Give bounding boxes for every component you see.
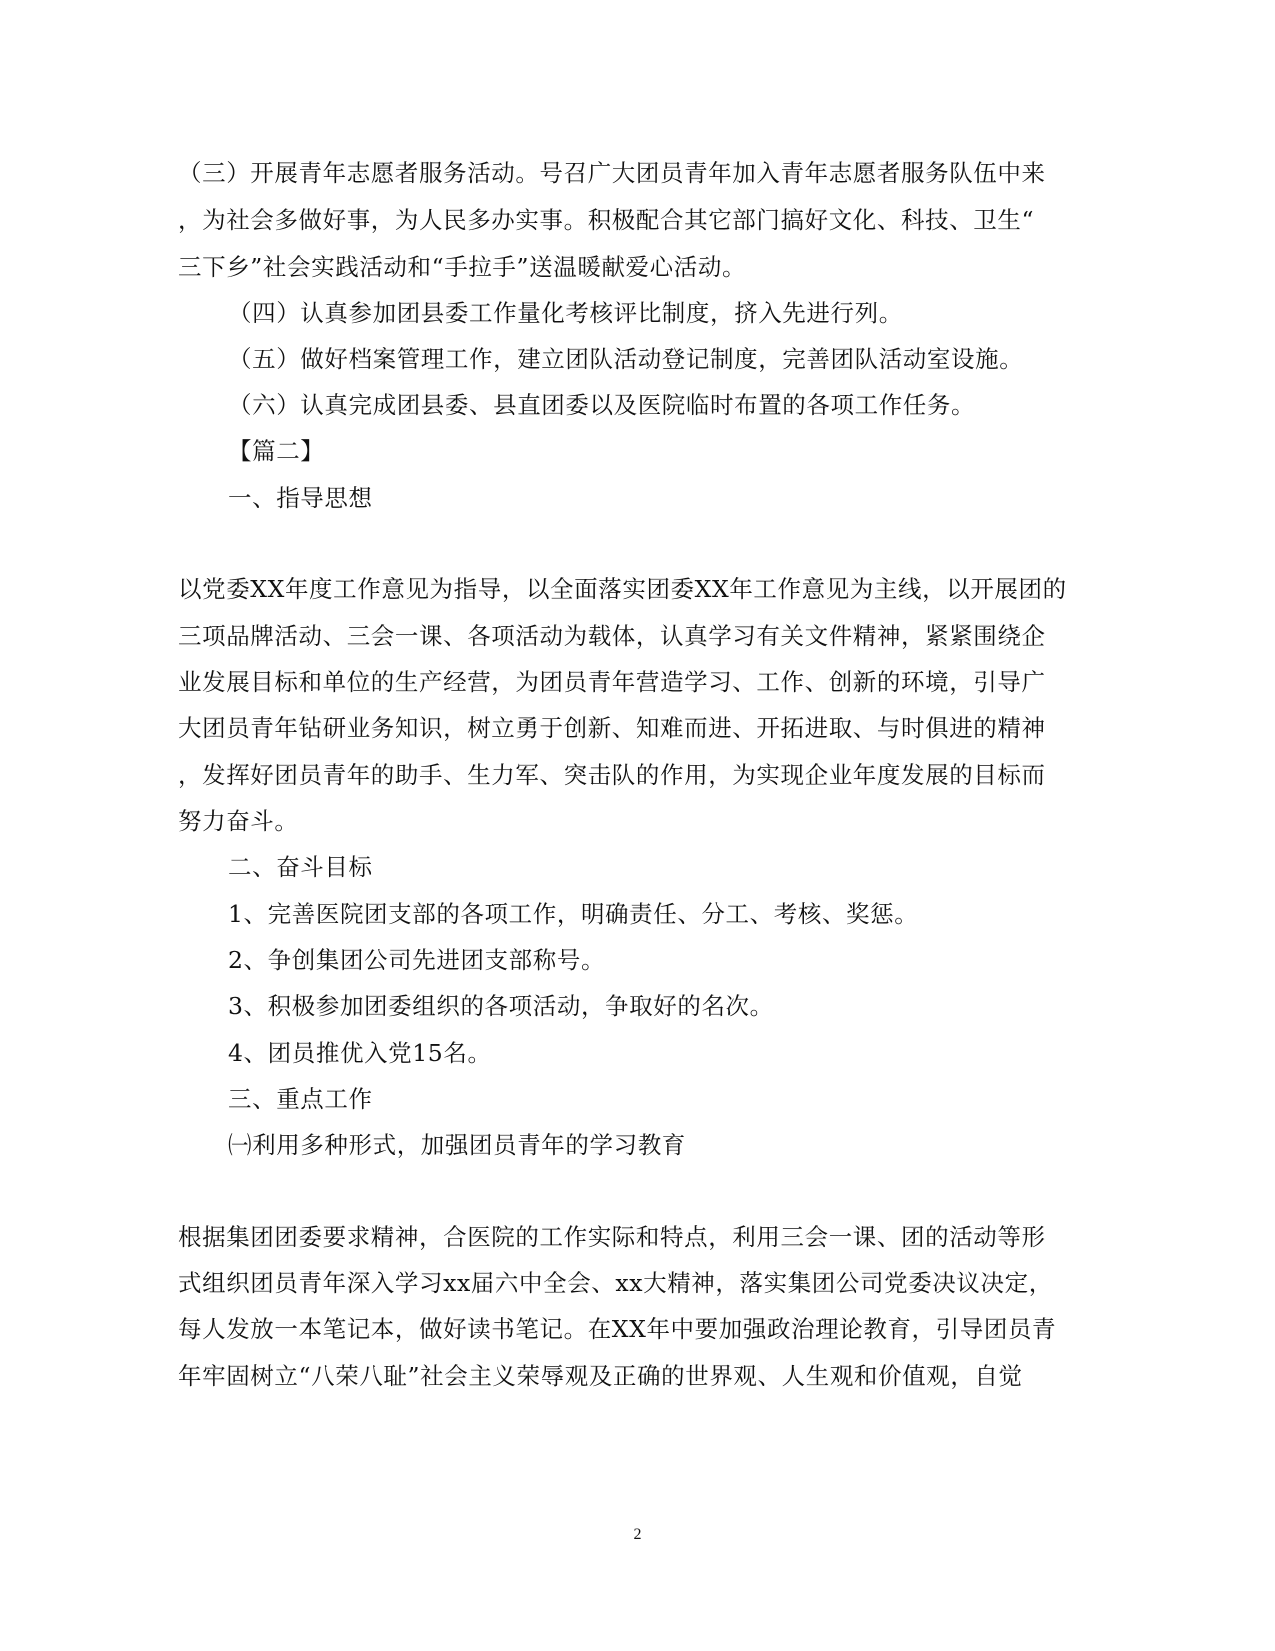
paragraph-line: 以党委XX年度工作意见为指导，以全面落实团委XX年工作意见为主线，以开展团的 <box>178 575 1067 603</box>
paragraph-line: 努力奋斗。 <box>178 807 299 835</box>
paragraph-line: （六）认真完成团县委、县直团委以及医院临时布置的各项工作任务。 <box>228 391 976 419</box>
paragraph-line: 每人发放一本笔记本，做好读书笔记。在XX年中要加强政治理论教育，引导团员青 <box>178 1315 1057 1343</box>
paragraph-line: （四）认真参加团县委工作量化考核评比制度，挤入先进行列。 <box>228 299 903 327</box>
paragraph-line: 大团员青年钻研业务知识，树立勇于创新、知难而进、开拓进取、与时俱进的精神 <box>178 714 1046 742</box>
section-heading: 【篇二】 <box>228 437 325 465</box>
paragraph-line: ，为社会多做好事，为人民多办实事。积极配合其它部门搞好文化、科技、卫生“ <box>178 206 1035 234</box>
section-heading: 一、指导思想 <box>228 484 373 512</box>
list-item: 2、争创集团公司先进团支部称号。 <box>228 946 606 974</box>
paragraph-line: 三下乡”社会实践活动和“手拉手”送温暖献爱心活动。 <box>178 253 747 281</box>
paragraph-line: 年牢固树立“八荣八耻”社会主义荣辱观及正确的世界观、人生观和价值观，自觉 <box>178 1362 1023 1390</box>
paragraph-line: 式组织团员青年深入学习xx届六中全会、xx大精神，落实集团公司党委决议决定， <box>178 1269 1053 1297</box>
paragraph-line: ，发挥好团员青年的助手、生力军、突击队的作用，为实现企业年度发展的目标而 <box>178 761 1046 789</box>
list-item: 1、完善医院团支部的各项工作，明确责任、分工、考核、奖惩。 <box>228 900 919 928</box>
subsection-heading: ㈠利用多种形式，加强团员青年的学习教育 <box>228 1131 686 1159</box>
paragraph-line: 三项品牌活动、三会一课、各项活动为载体，认真学习有关文件精神，紧紧围绕企 <box>178 622 1046 650</box>
paragraph-line: （五）做好档案管理工作，建立团队活动登记制度，完善团队活动室设施。 <box>228 345 1024 373</box>
list-item: 3、积极参加团委组织的各项活动，争取好的名次。 <box>228 992 774 1020</box>
paragraph-line: （三）开展青年志愿者服务活动。号召广大团员青年加入青年志愿者服务队伍中来 <box>178 159 1046 187</box>
section-heading: 三、重点工作 <box>228 1085 373 1113</box>
paragraph-line: 根据集团团委要求精神，合医院的工作实际和特点，利用三会一课、团的活动等形 <box>178 1223 1046 1251</box>
section-heading: 二、奋斗目标 <box>228 853 373 881</box>
page-number: 2 <box>633 1526 642 1543</box>
paragraph-line: 业发展目标和单位的生产经营，为团员青年营造学习、工作、创新的环境，引导广 <box>178 668 1046 696</box>
list-item: 4、团员推优入党15名。 <box>228 1039 492 1067</box>
